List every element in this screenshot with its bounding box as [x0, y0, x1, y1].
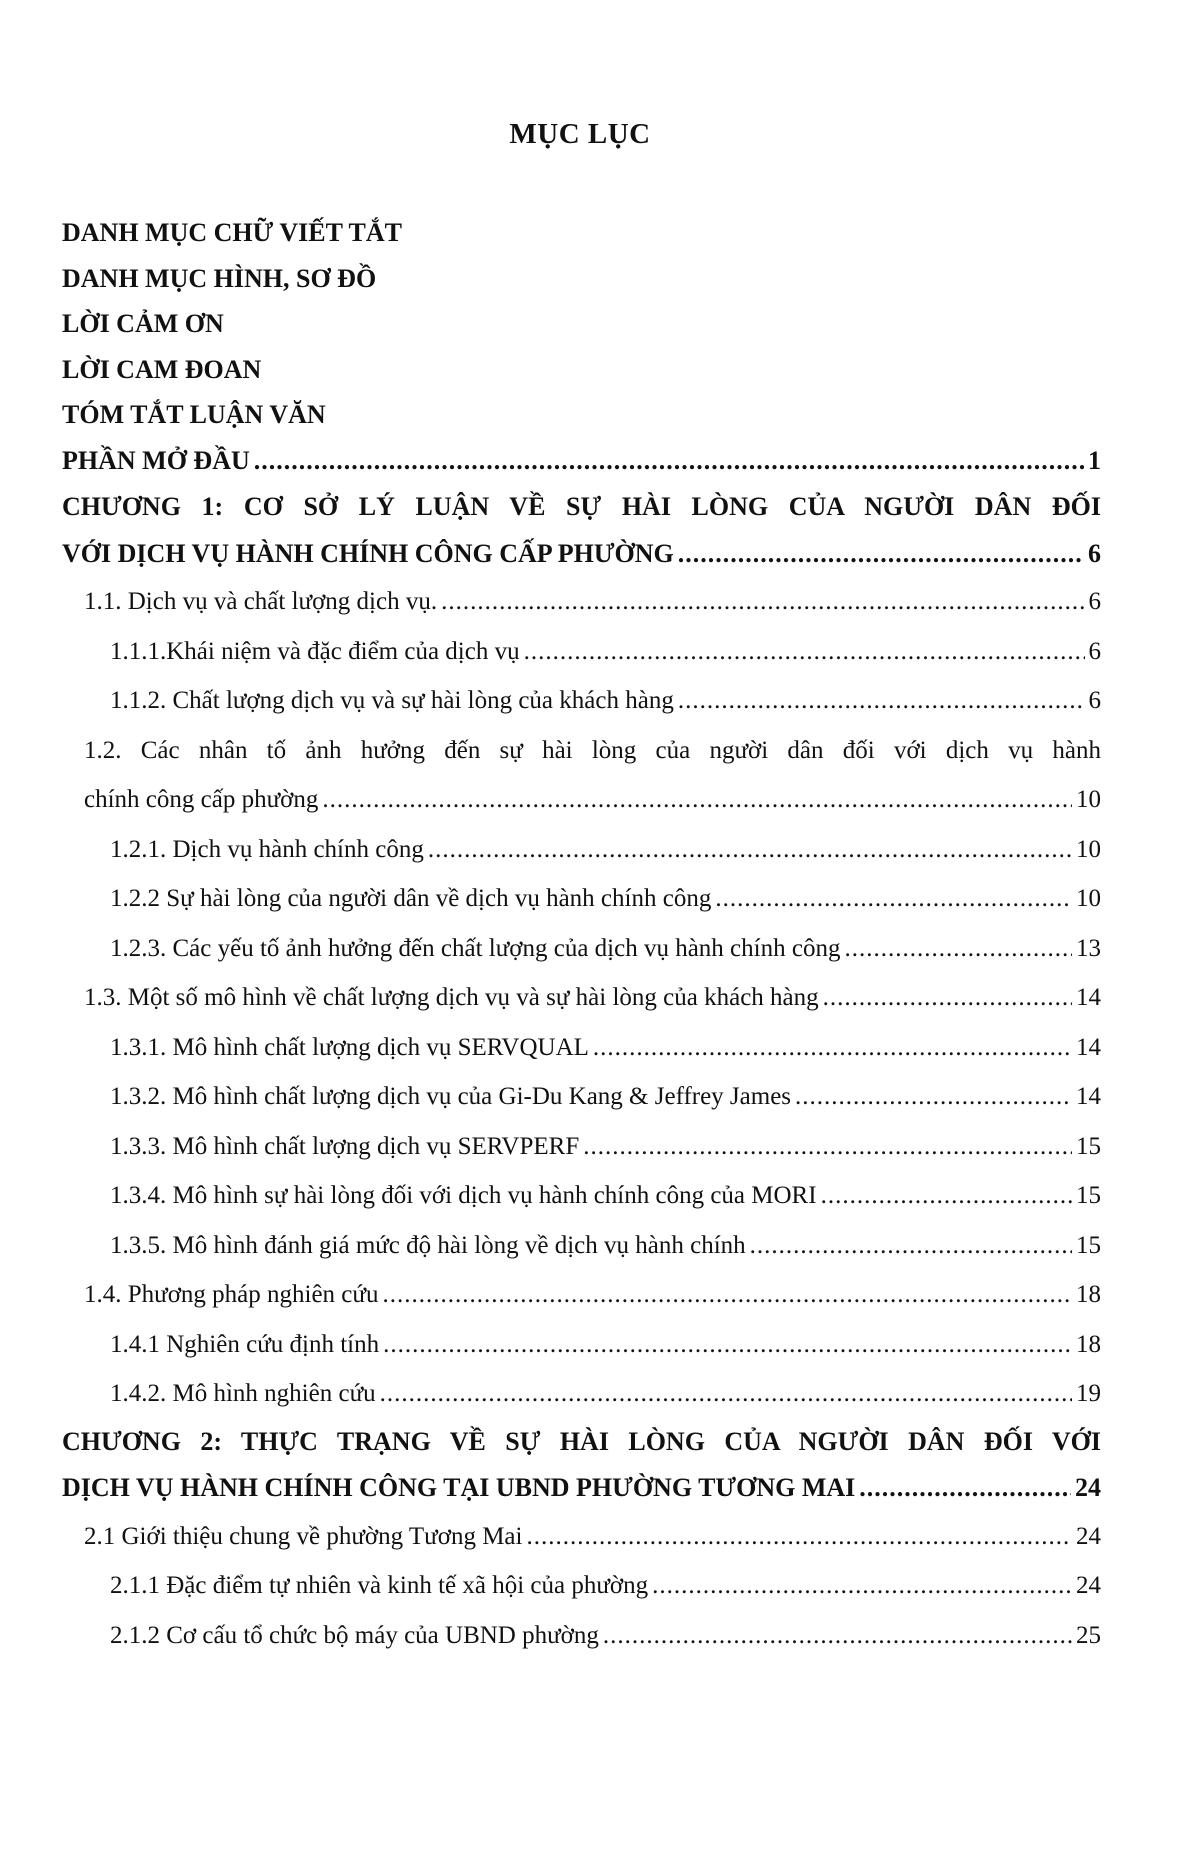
page-number: 18 [1076, 1281, 1101, 1308]
leader-dots [823, 973, 1072, 1023]
leader-dots [526, 1512, 1072, 1562]
page-number: 10 [1076, 885, 1101, 912]
toc-section-1-2-line-1[interactable]: 1.2. Các nhân tố ảnh hưởng đến sự hài lòng của người dân đối với dịch vụ hành [84, 736, 1101, 764]
page-number: 6 [1088, 538, 1101, 568]
page-number: 19 [1076, 1380, 1101, 1407]
page-number: 10 [1076, 786, 1101, 813]
toc-chapter-2-line-1[interactable]: CHƯƠNG 2: THỰC TRẠNG VỀ SỰ HÀI LÒNG CỦA NGƯỜI DÂN ĐỐI VỚI [62, 1426, 1101, 1456]
toc-section-1-2-1[interactable]: 1.2.1. Dịch vụ hành chính công ..... 10 [0, 825, 1201, 875]
toc-chapter-1[interactable]: VỚI DỊCH VỤ HÀNH CHÍNH CÔNG CẤP PHƯỜNG ..... 6 [0, 531, 1201, 578]
leader-dots [524, 627, 1085, 677]
toc-section-1-1-2[interactable]: 1.1.2. Chất lượng dịch vụ và sự hài lòng của khách hàng ..... 6 [0, 676, 1201, 726]
toc-chapter-2[interactable]: DỊCH VỤ HÀNH CHÍNH CÔNG TẠI UBND PHƯỜNG TƯƠNG MAI ..... 24 [0, 1465, 1201, 1512]
toc-front-declaration[interactable]: LỜI CAM ĐOAN [62, 354, 262, 384]
leader-dots [678, 676, 1085, 726]
toc-front-abbreviations[interactable]: DANH MỤC CHỮ VIẾT TẮT [62, 218, 402, 247]
leader-dots [380, 1369, 1072, 1419]
page-number: 6 [1088, 637, 1101, 665]
page-number: 14 [1076, 984, 1101, 1011]
page-number: 15 [1076, 1182, 1101, 1209]
toc-chapter-1-line-1[interactable]: CHƯƠNG 1: CƠ SỞ LÝ LUẬN VỀ SỰ HÀI LÒNG CỦA NGƯỜI DÂN ĐỐI [62, 492, 1101, 521]
toc-section-1-2-2[interactable]: 1.2.2 Sự hài lòng của người dân về dịch vụ hành chính công ..... 10 [0, 874, 1201, 924]
page-number: 14 [1076, 1083, 1101, 1110]
page-number: 10 [1076, 835, 1101, 863]
toc-section-1-2-3[interactable]: 1.2.3. Các yếu tố ảnh hưởng đến chất lượng của dịch vụ hành chính công ..... 13 [0, 924, 1201, 974]
toc-section-1-2[interactable]: chính công cấp phường ..... 10 [0, 775, 1201, 825]
page-number: 14 [1076, 1033, 1101, 1061]
toc-section-1-3-4[interactable]: 1.3.4. Mô hình sự hài lòng đối với dịch vụ hành chính công của MORI ..... 15 [0, 1171, 1201, 1221]
page-title: MỤC LỤC [509, 118, 651, 150]
table-of-contents [0, 210, 1201, 1660]
toc-section-1-1-1[interactable]: 1.1.1.Khái niệm và đặc điểm của dịch vụ ..... 6 [0, 627, 1201, 677]
leader-dots [441, 577, 1084, 627]
leader-dots [254, 438, 1084, 485]
leader-dots [750, 1221, 1072, 1271]
toc-section-2-1[interactable]: 2.1 Giới thiệu chung về phường Tương Mai ..... 24 [0, 1512, 1201, 1562]
toc-section-1-4-1[interactable]: 1.4.1 Nghiên cứu định tính ..... 18 [0, 1320, 1201, 1370]
leader-dots [652, 1561, 1072, 1611]
leader-dots [382, 1270, 1072, 1320]
page-number: 1 [1088, 445, 1101, 475]
leader-dots [593, 1023, 1072, 1073]
toc-front-summary[interactable]: TÓM TẮT LUẬN VĂN [62, 400, 326, 429]
leader-dots [795, 1072, 1072, 1122]
leader-dots [583, 1122, 1072, 1172]
leader-dots [844, 924, 1072, 974]
toc-section-2-1-1[interactable]: 2.1.1 Đặc điểm tự nhiên và kinh tế xã hội của phường ..... 24 [0, 1561, 1201, 1611]
leader-dots [428, 825, 1072, 875]
page-number: 15 [1076, 1231, 1101, 1259]
toc-intro[interactable]: PHẦN MỞ ĐẦU ..... 1 [0, 438, 1201, 485]
leader-dots [678, 531, 1084, 578]
page-number: 6 [1088, 588, 1101, 615]
toc-section-1-3-3[interactable]: 1.3.3. Mô hình chất lượng dịch vụ SERVPERF ..... 15 [0, 1122, 1201, 1172]
leader-dots [715, 874, 1072, 924]
leader-dots [603, 1611, 1072, 1661]
page-number: 24 [1076, 1522, 1101, 1550]
page-number: 25 [1076, 1621, 1101, 1649]
toc-section-1-1[interactable]: 1.1. Dịch vụ và chất lượng dịch vụ. ..... 6 [0, 577, 1201, 627]
page-number: 6 [1088, 687, 1101, 714]
leader-dots [821, 1171, 1072, 1221]
toc-section-1-4-2[interactable]: 1.4.2. Mô hình nghiên cứu ..... 19 [0, 1369, 1201, 1419]
page-number: 15 [1076, 1132, 1101, 1160]
page-number: 13 [1076, 934, 1101, 962]
page-number: 24 [1075, 1473, 1101, 1502]
toc-section-1-3-2[interactable]: 1.3.2. Mô hình chất lượng dịch vụ của Gi-Du Kang & Jeffrey James ..... 14 [0, 1072, 1201, 1122]
toc-section-1-3-1[interactable]: 1.3.1. Mô hình chất lượng dịch vụ SERVQUAL ..... 14 [0, 1023, 1201, 1073]
toc-section-1-3-5[interactable]: 1.3.5. Mô hình đánh giá mức độ hài lòng về dịch vụ hành chính ..... 15 [0, 1221, 1201, 1271]
leader-dots [322, 775, 1072, 825]
leader-dots [383, 1320, 1072, 1370]
page-number: 24 [1076, 1572, 1101, 1599]
toc-front-acknowledgements[interactable]: LỜI CẢM ƠN [62, 309, 224, 338]
toc-section-1-3[interactable]: 1.3. Một số mô hình về chất lượng dịch vụ và sự hài lòng của khách hàng ..... 14 [0, 973, 1201, 1023]
toc-section-1-4[interactable]: 1.4. Phương pháp nghiên cứu ..... 18 [0, 1270, 1201, 1320]
toc-front-figures[interactable]: DANH MỤC HÌNH, SƠ ĐỒ [62, 263, 377, 293]
page-number: 18 [1076, 1330, 1101, 1358]
toc-section-2-1-2[interactable]: 2.1.2 Cơ cấu tổ chức bộ máy của UBND phường ..... 25 [0, 1611, 1201, 1661]
leader-dots [859, 1465, 1071, 1512]
